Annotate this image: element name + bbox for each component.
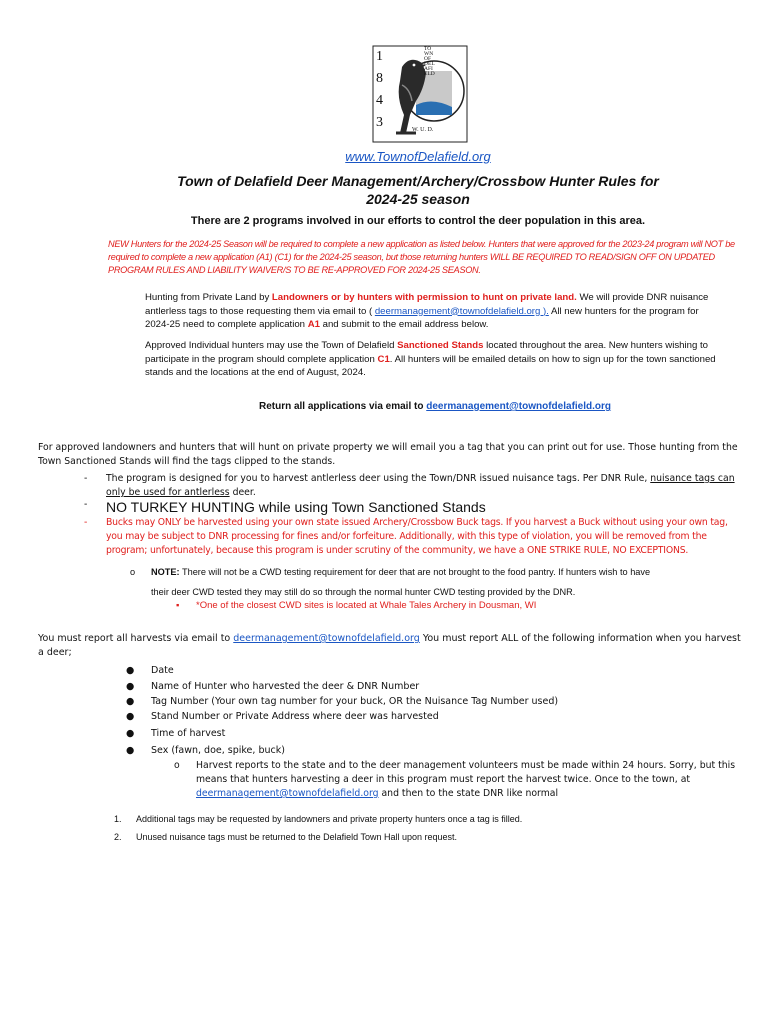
seal-digit-8: 8 <box>376 71 383 86</box>
seal-arc-text: TOWN OF DELAFIELD <box>424 46 435 77</box>
dash-marker: - <box>84 517 88 528</box>
dash-item-bucks: - Bucks may ONLY be harvested using your own state issued Archery/Crossbow Buck tags. If you harvest a Buck without using your own tag, you may be subject to DNR processing for fines and/or forfeiture. Additionally, with this type of violation, you will be removed from the program; unfortunately, because this program is under scrutiny of the community, we have a ONE STRIKE RULE, NO EXCEPTIONS. <box>84 517 728 556</box>
subtitle: There are 2 programs involved in our efforts to control the deer population in this area. <box>190 215 646 227</box>
dash-item-no-turkey: - NO TURKEY HUNTING while using Town Sanctioned Stands <box>84 499 486 515</box>
bullet-icon: ● <box>126 745 135 756</box>
bullet-icon: ● <box>126 681 135 692</box>
antlerless-rule-underlined: nuisance tags can only be used for antlerless <box>106 473 735 498</box>
page-title <box>0 172 770 208</box>
numbered-item-1: 1. Additional tags may be requested by landowners and private property hunters once a tag is filled. <box>114 814 523 824</box>
return-applications: Return all applications via email to deermanagement@townofdelafield.org <box>258 401 612 412</box>
report-email-link[interactable]: deermanagement@townofdelafield.org <box>233 633 420 644</box>
return-email-link[interactable]: deermanagement@townofdelafield.org <box>426 401 612 412</box>
bullet-icon: ● <box>126 665 135 676</box>
numbered-item-2: 2. Unused nuisance tags must be returned to the Delafield Town Hall upon request. <box>114 832 458 842</box>
circle-bullet: o <box>174 760 180 771</box>
new-hunters-notice: NEW Hunters for the 2024-25 Season will be required to complete a new application as listed below. Hunters that were approved for the 2023-24 program will NOT be required to complete a new application (A1) (C1) for the 2024-25 season, but those returning hunters WILL BE REQUIRED TO READ/SIGN OFF ON UPDATED PROGRAM RULES AND LIABILITY WAIVER/S TO BE RE-APPROVED FOR 2024-25 SEASON. <box>108 239 735 275</box>
approved-hunters-text: For approved landowners and hunters that will hunt on private property we will email you a tag that you can print out for use. Those hunting from the Town Sanctioned Stands will find the tags clipped to the stands. <box>38 442 738 467</box>
seal-digit-4: 4 <box>376 93 383 108</box>
sanctioned-stands-highlight: Sanctioned Stands <box>397 340 484 351</box>
website-link[interactable]: www.TownofDelafield.org <box>345 149 491 164</box>
seal-digit-3: 3 <box>376 115 383 130</box>
sub-email-link[interactable]: deermanagement@townofdelafield.org <box>196 788 379 799</box>
application-c1: C1 <box>377 353 390 365</box>
cwd-note: o NOTE: There will not be a CWD testing requirement for deer that are not brought to the food pantry. If hunters wish to have their deer CWD tested they may still do so through the normal hunter CWD testing provided by the DNR. <box>151 562 751 602</box>
program-private-land: Hunting from Private Land by Landowners or by hunters with permission to hunt on private land. We will provide DNR nuisance antlerless tags to those requesting them via email to ( deermanagement@townofdelafield.org ). All new hunters for the program for 2024-25 need to complete application A1 and submit to the email address below. <box>145 292 709 330</box>
bullet-icon: ● <box>126 728 135 739</box>
report-harvests: You must report all harvests via email to deermanagement@townofdelafield.org You must report ALL of the following information when you harvest a deer; <box>38 633 741 658</box>
harvest-reports-subitem: o Harvest reports to the state and to the deer management volunteers must be made within 24 hours. Sorry, but this means that hunters harvesting a deer in this program must report the harvest twice. Once to the town, at deermanagement@townofdelafield.org and then to the state DNR like normal <box>174 760 736 799</box>
dash-marker: - <box>84 499 88 510</box>
square-bullet-icon: ▪ <box>176 600 180 611</box>
list-item: ● Sex (fawn, doe, spike, buck) <box>126 745 285 756</box>
dash-marker: - <box>84 473 88 484</box>
list-item: ● Stand Number or Private Address where deer was harvested <box>126 711 439 722</box>
title-line-2: 2024-25 season <box>366 191 470 207</box>
cwd-site: ▪ *One of the closest CWD sites is located at Whale Tales Archery in Dousman, WI <box>176 600 537 611</box>
list-item: ● Time of harvest <box>126 728 226 739</box>
list-item: ● Name of Hunter who harvested the deer & DNR Number <box>126 681 420 692</box>
bullet-icon: ● <box>126 696 135 707</box>
dash-item-antlerless: - The program is designed for you to harvest antlerless deer using the Town/DNR issued nuisance tags. Per DNR Rule, nuisance tags can only be used for antlerless deer. <box>84 473 735 498</box>
bullet-icon: ● <box>126 711 135 722</box>
program-sanctioned-stands: Approved Individual hunters may use the Town of Delafield Sanctioned Stands located throughout the area. New hunters wishing to participate in the program should complete application C1. All hunters will be emailed details on how to sign up for the town sanctioned stands and the locations at the end of August, 2024. <box>145 340 716 378</box>
title-line-1: Town of Delafield Deer Management/Archery/Crossbow Hunter Rules for <box>177 173 659 189</box>
list-item: ● Date <box>126 665 174 676</box>
town-seal-logo <box>372 45 468 143</box>
seal-bottom-text: W. U. D. <box>412 127 434 133</box>
list-item: ● Tag Number (Your own tag number for your buck, OR the Nuisance Tag Number used) <box>126 696 559 707</box>
application-a1: A1 <box>307 319 320 330</box>
circle-bullet: o <box>130 567 136 577</box>
program1-email-link[interactable]: deermanagement@townofdelafield.org ). <box>374 305 549 317</box>
private-land-highlight: Landowners or by hunters with permission to hunt on private land. <box>271 292 577 303</box>
seal-digit-1: 1 <box>376 49 383 64</box>
